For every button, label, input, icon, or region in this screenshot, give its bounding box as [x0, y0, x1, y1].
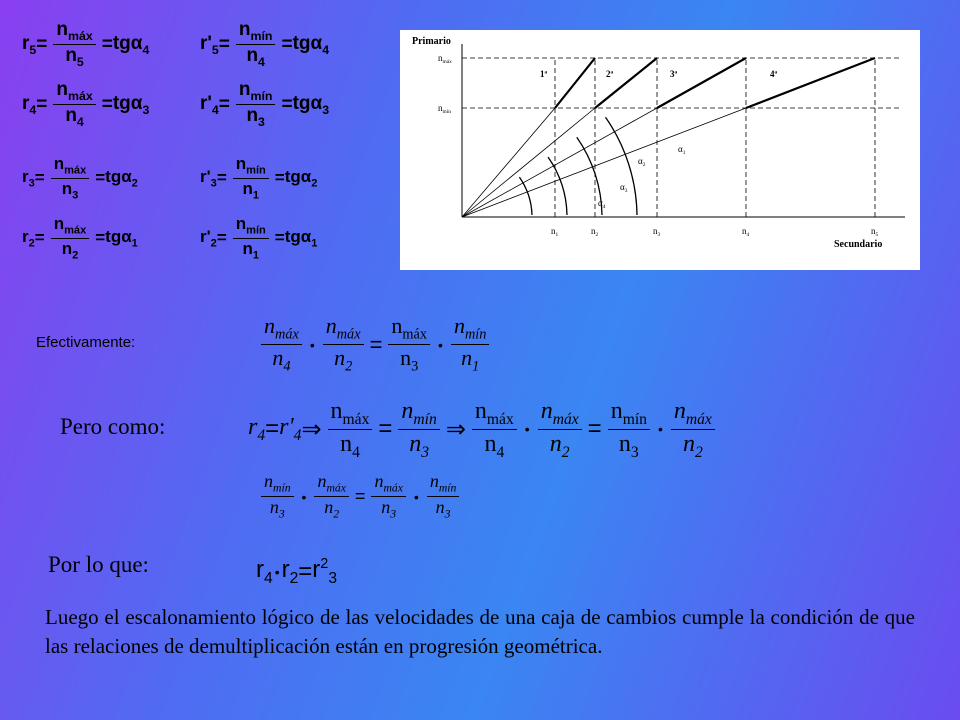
- fraction: [261, 472, 294, 522]
- fraction: [236, 80, 276, 130]
- equals-sign: =: [34, 168, 45, 188]
- ratio-symbol: $r'_4$: [200, 92, 219, 117]
- dot-operator: •: [274, 563, 280, 580]
- subscript: mín: [246, 164, 266, 177]
- angle-label: $\alpha_3$: [620, 182, 628, 194]
- fraction: [314, 472, 348, 522]
- fraction: [53, 80, 95, 130]
- x-tick-label: $n_5$: [871, 226, 879, 238]
- gear-label: 1ª: [540, 69, 548, 79]
- fraction: [427, 472, 460, 522]
- subscript: mín: [250, 28, 273, 43]
- numerator: $n_{máx}$: [472, 398, 517, 430]
- tangent-term: tgα$_4$: [112, 32, 150, 57]
- tangent-term: tgα$_2$: [105, 166, 138, 190]
- subscript: 2: [694, 443, 703, 461]
- numerator: $n_{mín}$: [233, 215, 269, 239]
- numerator: $n_{mín}$: [451, 314, 489, 345]
- tangent-term: tgα$_1$: [105, 226, 138, 250]
- subscript: 1: [311, 237, 318, 250]
- subscript: 3: [258, 115, 265, 130]
- gear-segment: [555, 58, 595, 108]
- dot-operator: •: [309, 336, 315, 353]
- denominator: $n_3$: [61, 178, 79, 201]
- equals-sign: =: [298, 557, 313, 585]
- equals-sign: =: [36, 33, 48, 55]
- fraction: [608, 398, 650, 461]
- denominator: $n_4$: [246, 45, 265, 70]
- equals-sign: =: [274, 228, 285, 248]
- subscript: 4: [283, 358, 291, 375]
- ratio-equation: [200, 20, 329, 70]
- equals-sign: =: [101, 93, 113, 115]
- denominator: $n_2$: [549, 430, 570, 461]
- implies-sign: ⇒: [301, 415, 322, 443]
- y-axis-label: Primario: [412, 36, 451, 47]
- subscript: máx: [275, 326, 299, 343]
- subscript: máx: [64, 224, 87, 237]
- numerator: $n_{máx}$: [51, 215, 90, 239]
- denominator: $n_4$: [272, 345, 291, 375]
- subscript: 2: [289, 569, 299, 587]
- subscript: máx: [383, 481, 403, 495]
- equals-sign: =: [216, 228, 227, 248]
- ratio-symbol: $r'_4$: [279, 414, 302, 444]
- fraction: [671, 398, 715, 461]
- subscript: 2: [131, 177, 138, 190]
- y-tick-nmax: $n_{máx}$: [438, 53, 452, 65]
- equals-sign: =: [378, 415, 393, 443]
- ratio-ray: [462, 108, 746, 217]
- denominator: $n_3$: [400, 345, 419, 375]
- subscript: 3: [210, 177, 217, 190]
- subscript: 2: [72, 248, 79, 261]
- subscript: 2: [333, 508, 340, 522]
- subscript: 3: [72, 188, 79, 201]
- gear-label: 4ª: [770, 69, 778, 79]
- subscript: 3: [421, 443, 430, 461]
- denominator: $n_4$: [65, 105, 84, 130]
- ratio-equation: [22, 80, 149, 130]
- fraction: [388, 314, 430, 375]
- subscript: máx: [336, 326, 361, 343]
- dot-operator: •: [301, 488, 307, 505]
- ratio-equation: [22, 20, 149, 70]
- angle-arc: [606, 117, 638, 215]
- gear-label: 2ª: [606, 69, 614, 79]
- tangent-term: tgα$_3$: [292, 92, 330, 117]
- ratio-symbol: $r_3$: [22, 166, 35, 190]
- tangent-term: tgα$_4$: [292, 32, 330, 57]
- subscript: 2: [28, 237, 35, 250]
- subscript: 1: [472, 358, 480, 375]
- angle-arc: [519, 177, 532, 215]
- final-equation: [256, 556, 337, 588]
- dot-operator: •: [524, 421, 530, 438]
- numerator: $n_{mín}$: [427, 472, 460, 497]
- subscript: 4: [76, 115, 84, 130]
- ratio-symbol: $r_2$: [22, 226, 35, 250]
- ratio-symbol: $r_4$: [256, 556, 273, 587]
- subscript: 3: [322, 102, 330, 117]
- speed-diagram-svg: [400, 30, 920, 270]
- equals-sign: =: [95, 168, 106, 188]
- subscript: 3: [278, 508, 285, 522]
- fraction: [328, 398, 373, 461]
- equals-sign: =: [34, 228, 45, 248]
- gear-segment: [657, 58, 746, 108]
- x-tick-label: $n_4$: [742, 226, 750, 238]
- fraction: [472, 398, 517, 461]
- equals-sign: =: [218, 93, 230, 115]
- denominator: $n_3$: [435, 497, 451, 522]
- tangent-term: tgα$_1$: [284, 226, 318, 250]
- subscript: máx: [552, 410, 579, 428]
- effectively-label: Efectivamente:: [36, 334, 136, 351]
- numerator: $n_{mín}$: [236, 20, 276, 45]
- angle-label: $\alpha_1$: [678, 144, 686, 156]
- subscript: 4: [258, 55, 265, 70]
- pero-como-equation: [248, 398, 721, 461]
- subscript: máx: [685, 410, 712, 428]
- subscript: 5: [211, 42, 219, 57]
- subscript: mín: [273, 481, 291, 495]
- speed-diagram: [400, 30, 920, 270]
- numerator: $n_{máx}$: [53, 20, 95, 45]
- subscript: 3: [390, 508, 397, 522]
- numerator: $n_{máx}$: [314, 472, 348, 497]
- equals-sign: =: [218, 33, 230, 55]
- equals-sign: =: [36, 93, 48, 115]
- ratio-symbol: $r_5$: [22, 32, 37, 57]
- fraction: [236, 20, 276, 70]
- x-axis-label: Secundario: [834, 239, 883, 250]
- subscript: 4: [496, 443, 505, 461]
- ratio-equation: [200, 155, 317, 201]
- dot-operator: •: [438, 336, 443, 353]
- equals-sign: =: [354, 486, 366, 507]
- denominator: $n_3$: [381, 497, 397, 522]
- numerator: $n_{mín}$: [233, 155, 269, 179]
- numerator: $n_{máx}$: [328, 398, 373, 430]
- subscript: mín: [413, 410, 437, 428]
- denominator: $n_3$: [269, 497, 285, 522]
- equals-sign: =: [274, 168, 285, 188]
- fraction: [538, 398, 582, 461]
- ratio-symbol: $r^2_3$: [312, 556, 337, 587]
- subscript: máx: [402, 326, 428, 343]
- denominator: $n_3$: [618, 430, 639, 461]
- denominator: $n_2$: [334, 345, 353, 375]
- numerator: $n_{máx}$: [323, 314, 364, 345]
- subscript: máx: [486, 410, 514, 428]
- numerator: $n_{máx}$: [388, 314, 430, 345]
- subscript: 4: [142, 42, 150, 57]
- fraction: [451, 314, 489, 375]
- numerator: $n_{mín}$: [398, 398, 439, 430]
- subscript: 4: [293, 426, 302, 444]
- denominator: $n_2$: [61, 238, 79, 261]
- y-tick-nmin: $n_{mín}$: [438, 103, 451, 115]
- numerator: $n_{máx}$: [53, 80, 95, 105]
- ratio-symbol: $r'_3$: [200, 166, 217, 190]
- ratio-ray: [462, 108, 595, 217]
- x-tick-label: $n_3$: [653, 226, 661, 238]
- denominator: $n_2$: [682, 430, 703, 461]
- subscript: 2: [561, 443, 570, 461]
- subscript: 1: [131, 237, 138, 250]
- subscript: 2: [210, 237, 217, 250]
- denominator: $n_1$: [461, 345, 480, 375]
- subscript: mín: [250, 88, 273, 103]
- superscript: 2: [320, 556, 329, 572]
- angle-arc: [548, 157, 567, 215]
- fraction: [261, 314, 302, 375]
- subscript: máx: [68, 28, 93, 43]
- subscript: 4: [257, 426, 266, 444]
- denominator: $n_1$: [242, 238, 260, 261]
- subscript: 4: [352, 443, 360, 461]
- subscript: 3: [444, 508, 451, 522]
- subscript: 2: [345, 358, 353, 375]
- subscript: máx: [342, 410, 370, 428]
- subscript: 3: [328, 569, 337, 587]
- subscript: máx: [326, 481, 346, 495]
- fraction: [233, 155, 269, 201]
- implies-sign: ⇒: [445, 415, 466, 443]
- subscript: 3: [142, 102, 150, 117]
- denominator: $n_3$: [246, 105, 265, 130]
- subscript: 3: [28, 177, 35, 190]
- ratio-equation: [22, 155, 138, 201]
- fraction: [323, 314, 364, 375]
- equals-sign: =: [281, 33, 293, 55]
- subscript: 1: [252, 188, 260, 201]
- fraction: [398, 398, 439, 461]
- dot-operator: •: [413, 488, 419, 505]
- equals-sign: =: [265, 415, 280, 443]
- subscript: máx: [68, 88, 93, 103]
- subscript: mín: [622, 410, 647, 428]
- equals-sign: =: [95, 228, 106, 248]
- subscript: 4: [29, 102, 37, 117]
- denominator: $n_4$: [340, 430, 360, 461]
- tangent-term: tgα$_3$: [112, 92, 150, 117]
- angle-label: $\alpha_4$: [598, 198, 606, 210]
- ratio-symbol: $r'_2$: [200, 226, 217, 250]
- numerator: $n_{máx}$: [261, 314, 302, 345]
- fraction: [53, 20, 95, 70]
- fraction: [51, 215, 90, 261]
- denominator: $n_1$: [242, 178, 260, 201]
- x-tick-label: $n_2$: [591, 226, 599, 238]
- fraction: [233, 215, 269, 261]
- numerator: $n_{máx}$: [671, 398, 715, 430]
- equals-sign: =: [216, 168, 227, 188]
- equals-sign: =: [587, 415, 602, 443]
- subscript: 3: [630, 443, 639, 461]
- denominator: $n_3$: [409, 430, 430, 461]
- numerator: $n_{máx}$: [371, 472, 405, 497]
- subscript: 4: [322, 42, 330, 57]
- subscript: 5: [76, 55, 84, 70]
- numerator: $n_{mín}$: [261, 472, 294, 497]
- numerator: $n_{máx}$: [538, 398, 582, 430]
- subscript: 1: [252, 248, 260, 261]
- denominator: $n_4$: [484, 430, 505, 461]
- numerator: $n_{máx}$: [51, 155, 90, 179]
- subscript: 5: [29, 42, 37, 57]
- ratio-equation: [22, 215, 138, 261]
- subscript: 4: [211, 102, 219, 117]
- effectively-equation: [255, 314, 495, 375]
- ratio-symbol: $r_4$: [248, 414, 266, 444]
- equals-sign: =: [101, 33, 113, 55]
- numerator: $n_{mín}$: [236, 80, 276, 105]
- subscript: 3: [411, 358, 419, 375]
- numerator: $n_{mín}$: [608, 398, 650, 430]
- fraction: [371, 472, 405, 522]
- equals-sign: =: [281, 93, 293, 115]
- equals-sign: =: [369, 331, 383, 357]
- fraction: [51, 155, 90, 201]
- gear-segment: [746, 58, 875, 108]
- angle-label: $\alpha_2$: [638, 156, 646, 168]
- ratio-equation: [200, 80, 329, 130]
- ratio-symbol: $r_2$: [281, 556, 299, 587]
- denominator: $n_2$: [324, 497, 340, 522]
- dot-operator: •: [657, 421, 663, 438]
- x-tick-label: $n_1$: [551, 226, 559, 238]
- subscript: mín: [246, 224, 266, 237]
- pero-como-label: Pero como:: [60, 414, 166, 439]
- pero-como-equation-2: [255, 472, 465, 522]
- por-lo-que-label: Por lo que:: [48, 552, 149, 577]
- subscript: mín: [438, 481, 457, 495]
- ratio-symbol: $r'_5$: [200, 32, 219, 57]
- subscript: 4: [264, 569, 273, 587]
- gear-label: 3ª: [670, 69, 678, 79]
- gear-segment: [595, 58, 657, 108]
- subscript: 2: [311, 177, 318, 190]
- subscript: máx: [64, 164, 87, 177]
- ratio-ray: [462, 108, 555, 217]
- ratio-equation: [200, 215, 317, 261]
- ratio-symbol: $r_4$: [22, 92, 37, 117]
- denominator: $n_5$: [65, 45, 84, 70]
- subscript: mín: [464, 326, 487, 343]
- tangent-term: tgα$_2$: [284, 166, 318, 190]
- conclusion-paragraph: Luego el escalonamiento lógico de las velocidades de una caja de cambios cumple la condición de que las relaciones de demultiplicación están en progresión geométrica.: [45, 605, 915, 658]
